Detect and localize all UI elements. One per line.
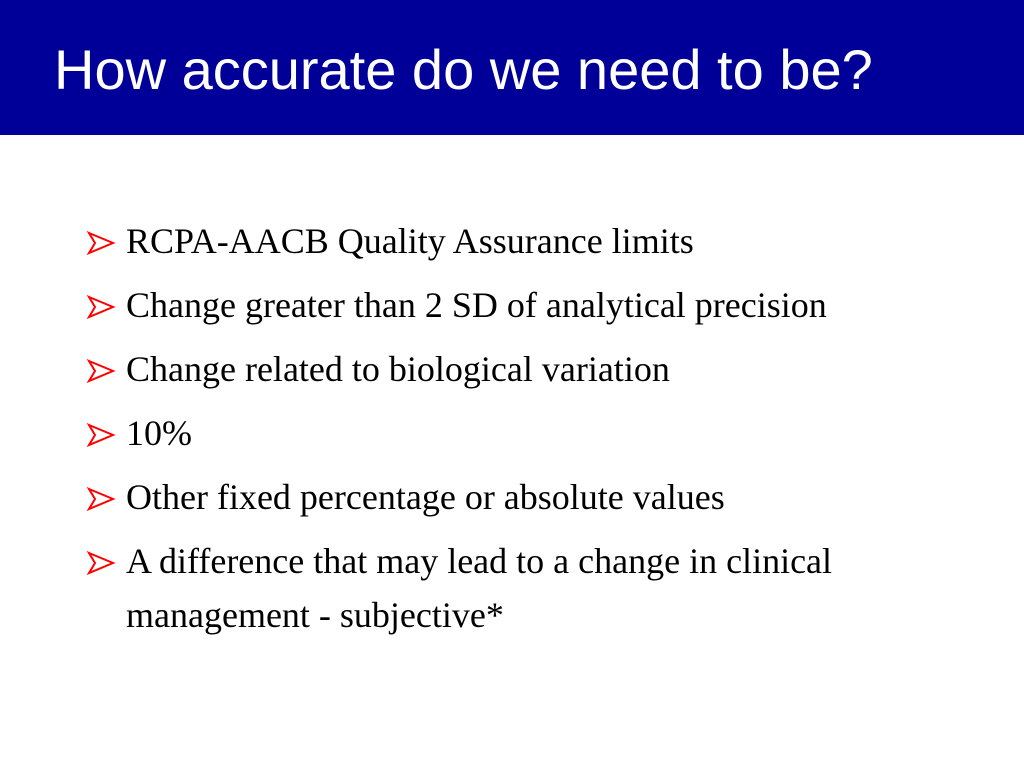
bullet-item [86,342,906,396]
bullet-text: 10% [126,413,192,453]
bullet-item [86,534,906,642]
bullet-item [86,278,906,332]
arrow-bullet-icon [86,486,120,512]
title-bar [0,0,1024,135]
bullet-text: A difference that may lead to a change in clinical management - subjective* [126,541,833,635]
arrow-bullet-icon [86,294,120,320]
bullet-text: Change related to biological variation [126,349,670,389]
bullet-list [86,214,906,652]
bullet-text: RCPA-AACB Quality Assurance limits [126,221,694,261]
arrow-bullet-icon [86,422,120,448]
bullet-item [86,406,906,460]
slide-title: How accurate do we need to be? [54,38,873,101]
arrow-bullet-icon [86,358,120,384]
bullet-text: Other fixed percentage or absolute values [126,477,725,517]
bullet-item [86,470,906,524]
bullet-item [86,214,906,268]
bullet-text: Change greater than 2 SD of analytical precision [126,285,827,325]
arrow-bullet-icon [86,230,120,256]
arrow-bullet-icon [86,550,120,576]
